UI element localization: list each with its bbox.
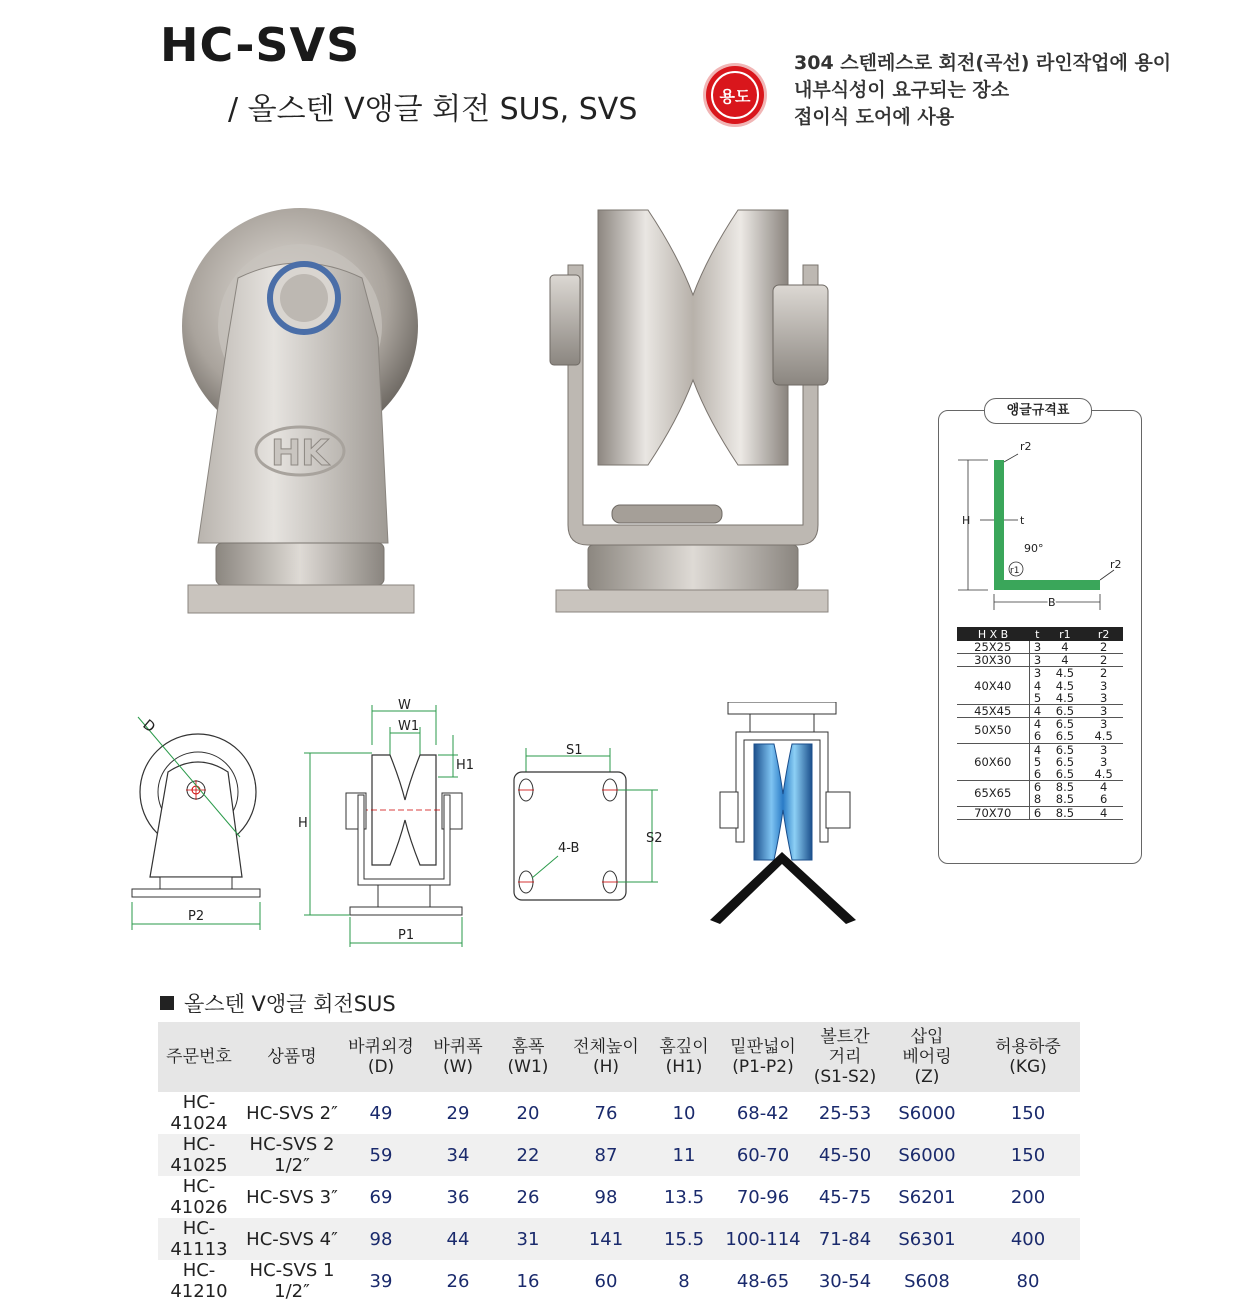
- spec-row: [957, 806, 1123, 819]
- spec-value-cell: 3 4 5: [1029, 667, 1046, 705]
- table-cell: 11: [654, 1134, 714, 1176]
- angle-spec-table: [957, 627, 1123, 820]
- spec-size-cell: 40X40: [957, 667, 1029, 705]
- usage-list: [794, 50, 1171, 131]
- table-cell: HC-SVS 2 1/2″: [240, 1134, 344, 1176]
- spec-value-cell: 2 3 3: [1084, 667, 1123, 705]
- label-r2-right: r2: [1110, 558, 1122, 571]
- table-header-cell: 바퀴폭 (W): [418, 1022, 498, 1092]
- spec-row: [957, 718, 1123, 743]
- spec-row: [957, 667, 1123, 705]
- table-header-cell: 상품명: [240, 1022, 344, 1092]
- table-header-cell: 삽입 베어링 (Z): [878, 1022, 976, 1092]
- label-w: W: [398, 698, 411, 713]
- angle-spec-title: 앵글규격표: [984, 398, 1092, 424]
- table-cell: HC-41113: [158, 1218, 240, 1260]
- spec-value-cell: 4: [1046, 654, 1085, 667]
- label-h: H: [298, 816, 308, 831]
- usage-line: 304 스텐레스로 회전(곡선) 라인작업에 용이: [794, 52, 1172, 74]
- table-row: [158, 1218, 1080, 1260]
- label-hole: 4-B: [558, 841, 580, 856]
- table-header-cell: 전체높이 (H): [558, 1022, 654, 1092]
- table-cell: 10: [672, 1102, 696, 1124]
- angle-rail-illustration: [706, 702, 866, 927]
- table-header-cell: 볼트간 거리 (S1-S2): [812, 1022, 878, 1092]
- table-cell: 150: [1010, 1102, 1046, 1124]
- table-header-cell: 홈깊이 (H1): [654, 1022, 714, 1092]
- table-cell: 60: [594, 1270, 618, 1292]
- baseplate-dimension-drawing: [508, 738, 668, 908]
- label-p1: P1: [398, 928, 415, 943]
- table-cell: 22: [498, 1134, 558, 1176]
- usage-line: 내부식성이 요구되는 장소: [794, 79, 1010, 101]
- spec-value-cell: 3: [1029, 654, 1046, 667]
- table-cell: 98: [594, 1186, 618, 1208]
- table-cell: 39: [369, 1270, 393, 1292]
- table-cell: 30-54: [818, 1270, 872, 1292]
- spec-value-cell: 6.5: [1046, 705, 1085, 718]
- spec-value-cell: 6: [1029, 806, 1046, 819]
- spec-value-cell: 3 3 4.5: [1084, 743, 1123, 781]
- table-cell: 200: [1010, 1186, 1046, 1208]
- table-cell: 71-84: [812, 1218, 878, 1260]
- usage-badge: [706, 66, 764, 124]
- spec-value-cell: 3: [1029, 641, 1046, 654]
- table-cell: 8: [678, 1270, 690, 1292]
- label-b: B: [1048, 596, 1056, 609]
- spec-value-cell: 6 8: [1029, 781, 1046, 806]
- spec-header-cell: H X B: [957, 627, 1029, 641]
- spec-size-cell: 70X70: [957, 806, 1029, 819]
- spec-row: [957, 743, 1123, 781]
- spec-size-cell: 25X25: [957, 641, 1029, 654]
- table-cell: S6301: [878, 1218, 976, 1260]
- table-cell: 16: [516, 1270, 540, 1292]
- spec-value-cell: 4: [1084, 806, 1123, 819]
- front-dimension-drawing: [130, 712, 270, 934]
- table-row: [158, 1260, 1080, 1302]
- table-cell: 98: [344, 1218, 418, 1260]
- caster-front-photo: [168, 208, 418, 616]
- table-cell: 48-65: [736, 1270, 790, 1292]
- table-cell: 29: [446, 1102, 470, 1124]
- logo-text: HK: [270, 433, 330, 474]
- table-header-cell: 허용하중 (KG): [976, 1022, 1080, 1092]
- label-w1: W1: [398, 719, 420, 734]
- table-cell: 400: [976, 1218, 1080, 1260]
- table-cell: 141: [558, 1218, 654, 1260]
- table-cell: 20: [516, 1102, 540, 1124]
- spec-size-cell: 45X45: [957, 705, 1029, 718]
- table-cell: S6000: [878, 1134, 976, 1176]
- table-cell: 13.5: [663, 1186, 705, 1208]
- table-cell: 76: [594, 1102, 618, 1124]
- spec-value-cell: 3 4.5: [1084, 718, 1123, 743]
- table-cell: 70-96: [736, 1186, 790, 1208]
- table-cell: HC-SVS 2″: [246, 1102, 338, 1124]
- spec-row: [957, 641, 1123, 654]
- spec-size-cell: 65X65: [957, 781, 1029, 806]
- kingpin-disc: [612, 505, 722, 523]
- spec-value-cell: 4 6: [1084, 781, 1123, 806]
- usage-line: 접이식 도어에 사용: [794, 106, 955, 128]
- table-cell: HC-SVS 4″: [240, 1218, 344, 1260]
- table-cell: 25-53: [818, 1102, 872, 1124]
- table-cell: 44: [418, 1218, 498, 1260]
- spec-value-cell: 4.5 4.5 4.5: [1046, 667, 1085, 705]
- label-angle: 90°: [1024, 542, 1044, 555]
- table-cell: HC-SVS 3″: [246, 1186, 338, 1208]
- swivel-ring: [216, 543, 384, 585]
- section-title-text: 올스텐 V앵글 회전SUS: [184, 992, 396, 1016]
- label-r2-top: r2: [1020, 440, 1032, 453]
- table-cell: S6000: [898, 1102, 956, 1124]
- table-cell: HC-41025: [158, 1134, 240, 1176]
- spec-size-cell: 50X50: [957, 718, 1029, 743]
- spec-row: [957, 654, 1123, 667]
- usage-badge-label: 용도: [711, 71, 759, 119]
- table-cell: S6201: [898, 1186, 956, 1208]
- table-cell: 49: [369, 1102, 393, 1124]
- product-spec-table: [158, 1022, 1080, 1302]
- spec-value-cell: 8.5: [1046, 806, 1085, 819]
- table-cell: 87: [558, 1134, 654, 1176]
- spec-value-cell: 8.5 8.5: [1046, 781, 1085, 806]
- spec-size-cell: 60X60: [957, 743, 1029, 781]
- table-cell: 60-70: [714, 1134, 812, 1176]
- table-cell: 45-75: [818, 1186, 872, 1208]
- product-title: HC-SVS: [160, 18, 361, 72]
- table-row: [158, 1092, 1080, 1134]
- table-cell: 31: [498, 1218, 558, 1260]
- spec-header-cell: r2: [1084, 627, 1123, 641]
- table-cell: HC-41026: [170, 1176, 228, 1218]
- spec-header-cell: r1: [1046, 627, 1085, 641]
- label-t: t: [1020, 514, 1025, 527]
- spec-value-cell: 4: [1029, 705, 1046, 718]
- spec-value-cell: 2: [1084, 654, 1123, 667]
- table-cell: 34: [418, 1134, 498, 1176]
- product-subtitle: / 올스텐 V앵글 회전 SUS, SVS: [228, 92, 638, 127]
- label-s2: S2: [646, 831, 663, 846]
- table-header-cell: 홈폭 (W1): [498, 1022, 558, 1092]
- table-cell: HC-41210: [170, 1260, 228, 1302]
- table-cell: HC-SVS 1 1/2″: [249, 1260, 335, 1302]
- spec-value-cell: 2: [1084, 641, 1123, 654]
- label-d: D: [139, 716, 158, 736]
- table-header-cell: 바퀴외경 (D): [344, 1022, 418, 1092]
- table-cell: 45-50: [812, 1134, 878, 1176]
- spec-value-cell: 3: [1084, 705, 1123, 718]
- table-cell: 80: [1016, 1270, 1040, 1292]
- spec-value-cell: 4 6: [1029, 718, 1046, 743]
- spec-size-cell: 30X30: [957, 654, 1029, 667]
- spec-row: [957, 705, 1123, 718]
- spec-value-cell: 4: [1046, 641, 1085, 654]
- spec-value-cell: 6.5 6.5: [1046, 718, 1085, 743]
- table-row: [158, 1134, 1080, 1176]
- table-cell: 59: [344, 1134, 418, 1176]
- base-plate: [556, 590, 828, 612]
- table-cell: 15.5: [654, 1218, 714, 1260]
- table-cell: S608: [904, 1270, 950, 1292]
- v-groove-wheel: [598, 210, 788, 465]
- label-s1: S1: [566, 743, 583, 758]
- table-cell: 26: [446, 1270, 470, 1292]
- table-row: [158, 1176, 1080, 1218]
- label-p2: P2: [188, 909, 205, 924]
- table-cell: 150: [976, 1134, 1080, 1176]
- spec-value-cell: 4 5 6: [1029, 743, 1046, 781]
- bolt-left: [550, 275, 580, 365]
- section-title: [160, 988, 396, 1018]
- base-plate: [188, 585, 414, 613]
- table-cell: 69: [369, 1186, 393, 1208]
- caster-side-photo: [548, 205, 838, 615]
- table-cell: 68-42: [736, 1102, 790, 1124]
- table-header-cell: 주문번호: [158, 1022, 240, 1092]
- table-cell: 26: [516, 1186, 540, 1208]
- spec-row: [957, 781, 1123, 806]
- label-r1: r1: [1010, 566, 1020, 576]
- label-h1: H1: [456, 758, 475, 773]
- table-cell: 100-114: [714, 1218, 812, 1260]
- side-dimension-drawing: [298, 695, 488, 950]
- label-h: H: [962, 514, 971, 527]
- angle-profile-drawing: [950, 432, 1130, 617]
- table-cell: HC-41024: [170, 1092, 228, 1134]
- table-header-cell: 밑판넓이 (P1-P2): [714, 1022, 812, 1092]
- bolt-right: [773, 285, 828, 385]
- spec-value-cell: 6.5 6.5 6.5: [1046, 743, 1085, 781]
- table-cell: 36: [446, 1186, 470, 1208]
- swivel-ring: [588, 545, 798, 590]
- spec-header-cell: t: [1029, 627, 1046, 641]
